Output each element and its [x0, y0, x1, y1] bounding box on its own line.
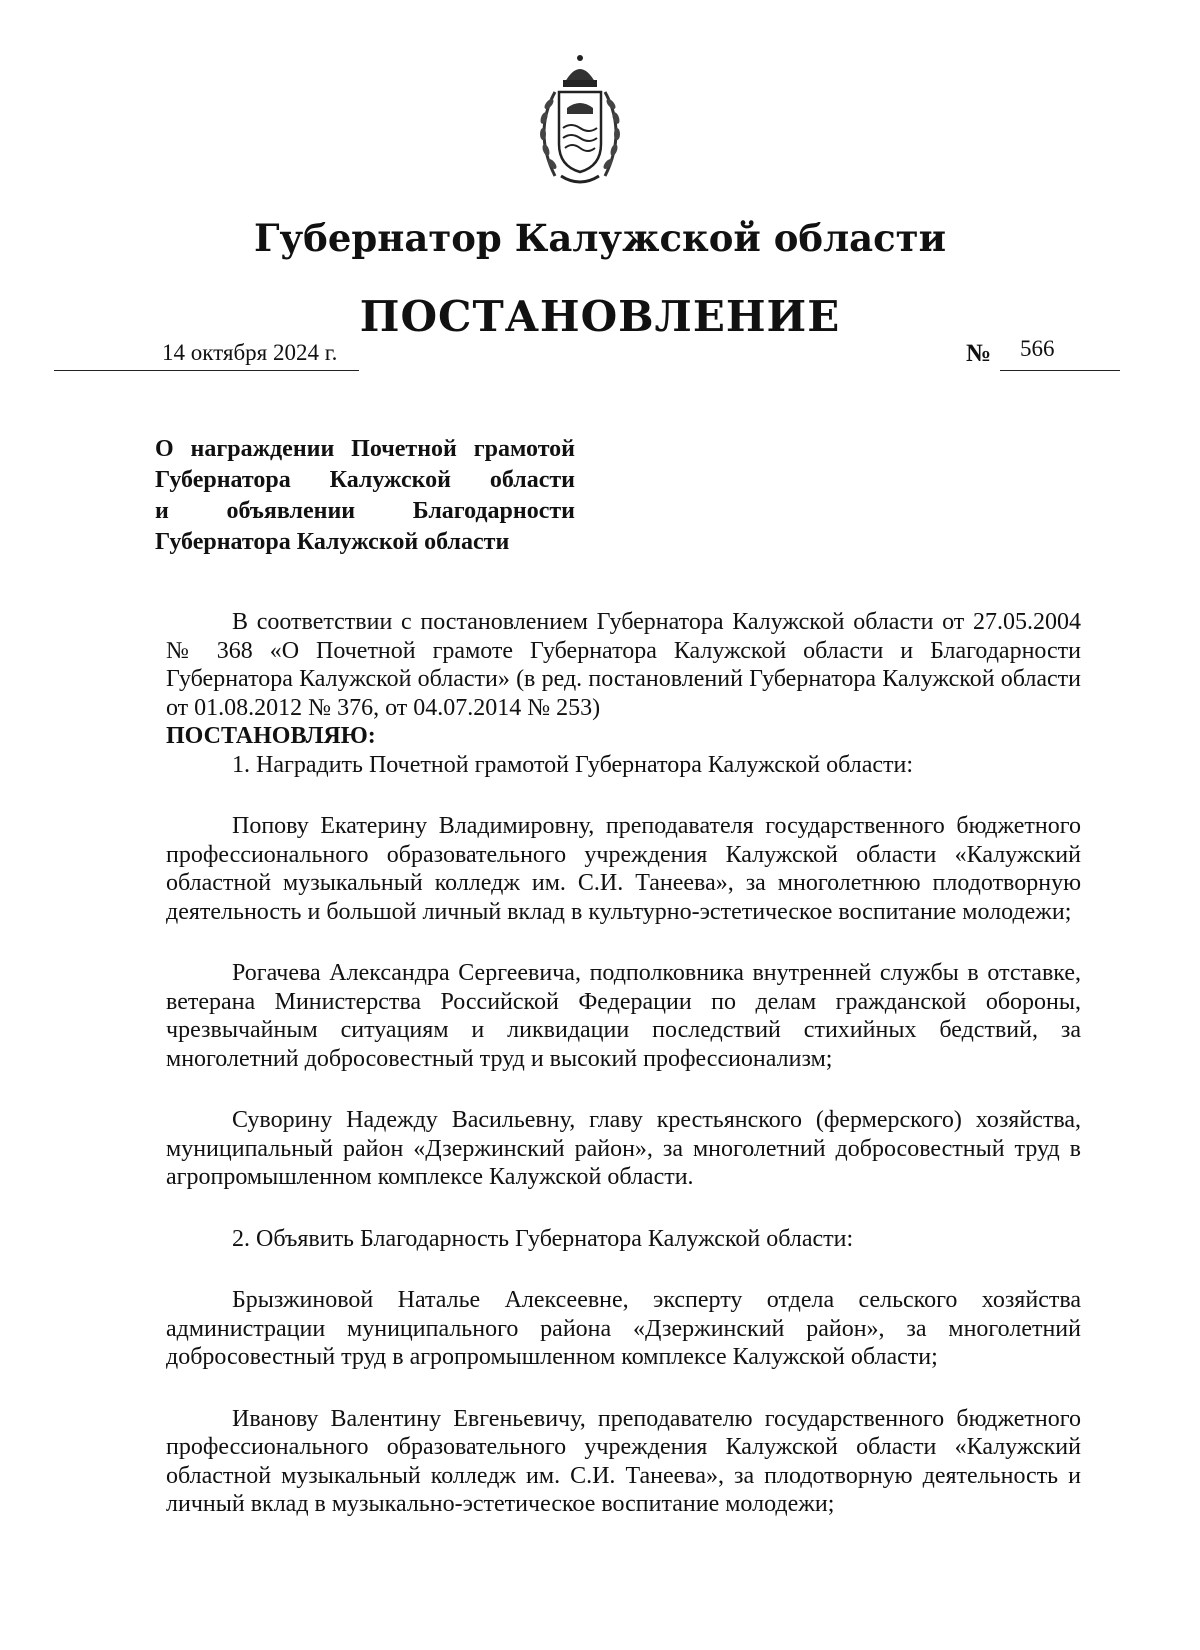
subject-line: и объявлении Благодарности	[155, 498, 575, 524]
document-date: 14 октября 2024 г.	[162, 340, 338, 365]
number-label: №	[966, 340, 992, 367]
subject-line: Губернатора Калужской области	[155, 529, 510, 555]
awardee-paragraph: Рогачева Александра Сергеевича, подполковника внутренней службы в отставке, ветерана Министерства Российской Федерации по делам гражданской обороны, чрезвычайным ситуациям и ликвидации последствий стихийных бедствий, за многолетний добросовестный труд и высокий профессионализм;	[166, 960, 1081, 1072]
document-subject	[155, 434, 575, 558]
item-1-heading: 1. Наградить Почетной грамотой Губернатора Калужской области:	[232, 751, 914, 778]
document-number: 566	[1020, 336, 1055, 361]
issuer-title: Губернатор Калужской области	[253, 216, 947, 260]
awardee-paragraph: Иванову Валентину Евгеньевичу, преподавателю государственного бюджетного профессионального образовательного учреждения Калужской области «Калужский областной музыкальный колледж им. С.И. Танеева», за плодотворную деятельность и личный вклад в музыкально-эстетическое воспитание молодежи;	[166, 1405, 1081, 1517]
kaluga-region-coat-of-arms-icon	[525, 52, 635, 192]
decree-word: ПОСТАНОВЛЯЮ:	[166, 723, 376, 749]
preamble-paragraph: В соответствии с постановлением Губернатора Калужской области от 27.05.2004 № 368 «О Почетной грамоте Губернатора Калужской области и Благодарности Губернатора Калужской области» (в ред. постановлений Губернатора Калужской области от 01.08.2012 № 376, от 04.07.2014 № 253)	[166, 609, 1081, 721]
subject-line: Губернатора Калужской области	[155, 467, 575, 493]
awardee-paragraph: Попову Екатерину Владимировну, преподавателя государственного бюджетного профессионального образовательного учреждения Калужской области «Калужский областной музыкальный колледж им. С.И. Танеева», за многолетнюю плодотворную деятельность и большой личный вклад в культурно-эстетическое воспитание молодежи;	[166, 813, 1081, 925]
item-2-heading: 2. Объявить Благодарность Губернатора Калужской области:	[232, 1225, 854, 1252]
awardee-paragraph: Суворину Надежду Васильевну, главу крестьянского (фермерского) хозяйства, муниципальный район «Дзержинский район», за многолетний добросовестный труд в агропромышленном комплексе Калужской области.	[166, 1107, 1081, 1190]
number-underline	[1000, 370, 1120, 371]
awardee-paragraph: Брызжиновой Наталье Алексеевне, эксперту отдела сельского хозяйства администрации муниципального района «Дзержинский район», за многолетний добросовестный труд в агропромышленном комплексе Калужской области;	[166, 1287, 1081, 1370]
document-type: ПОСТАНОВЛЕНИЕ	[359, 292, 841, 341]
document-body	[166, 608, 1081, 1519]
subject-line: О награждении Почетной грамотой	[155, 436, 575, 462]
date-underline	[54, 370, 359, 371]
